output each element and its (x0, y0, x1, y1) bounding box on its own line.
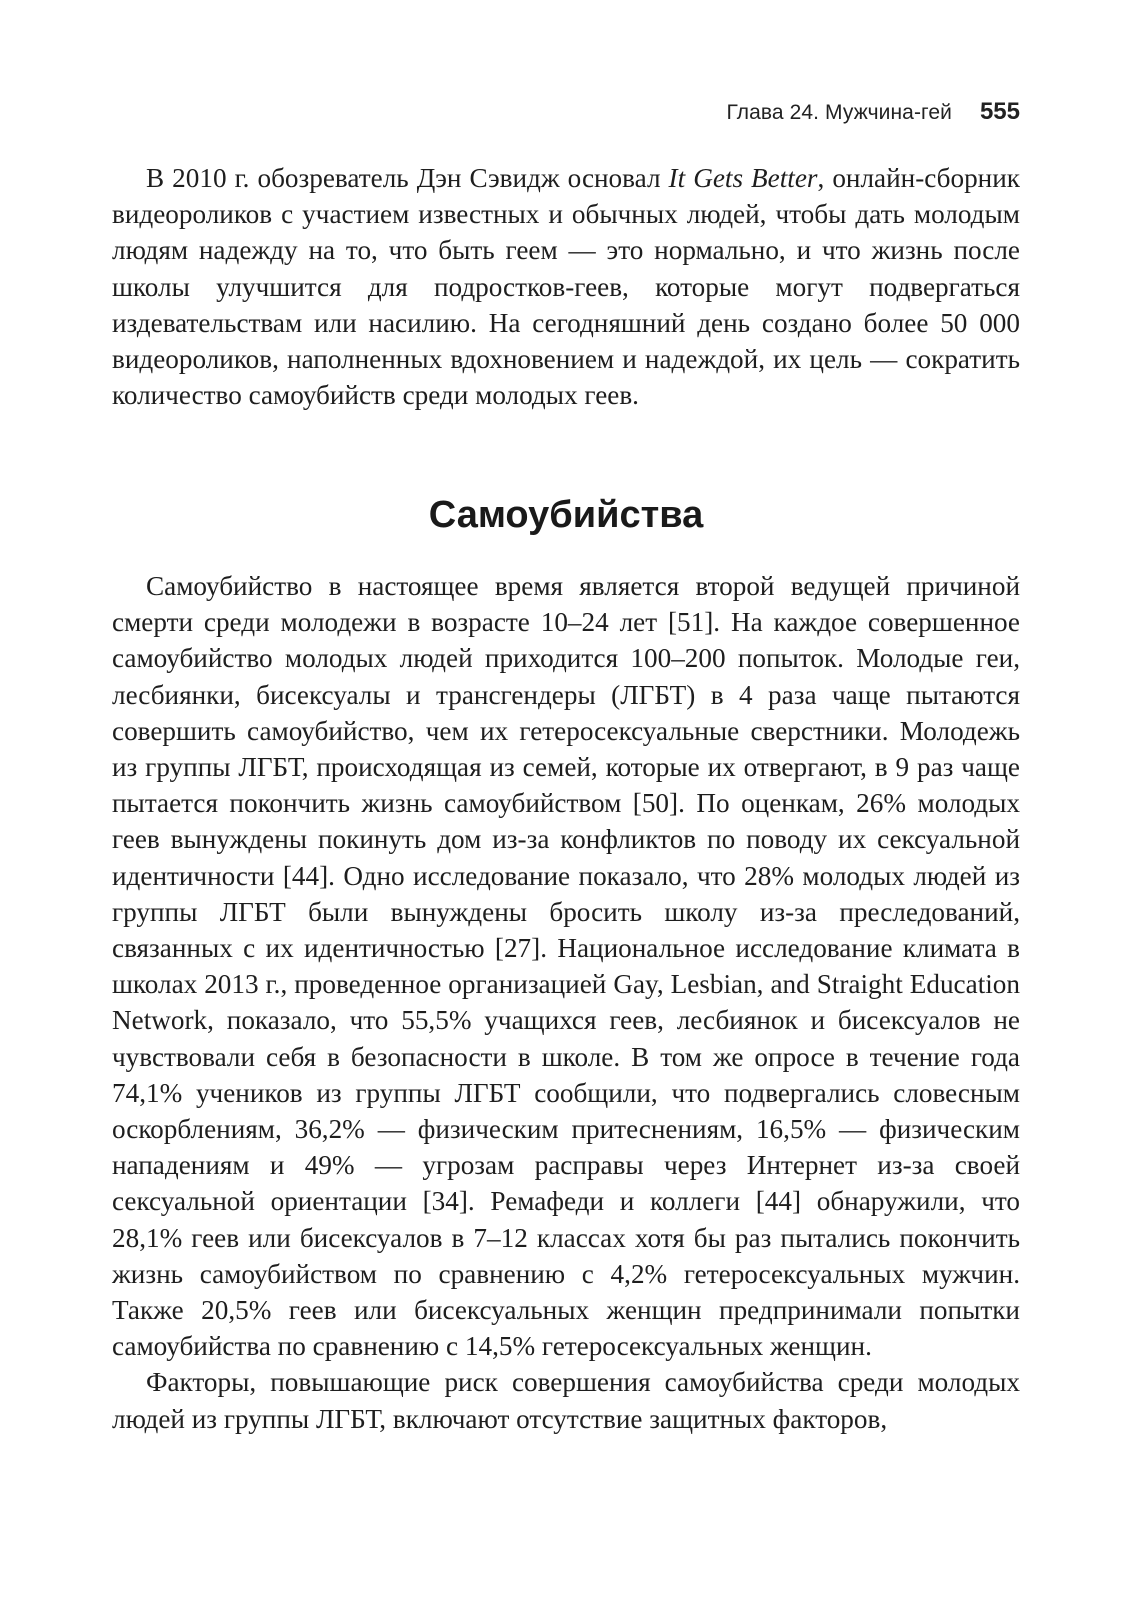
running-head (726, 98, 1020, 126)
section-text-block (112, 568, 1020, 1437)
page-number: 555 (979, 98, 1020, 125)
chapter-title: Глава 24. Мужчина-гей (726, 101, 952, 124)
project-title-italic: It Gets Better (668, 163, 818, 193)
paragraph-risk-factors: Факторы, повышающие риск совершения самоубийства среди молодых людей из группы ЛГБТ, включают отсутствие защитных факторов, (112, 1367, 1020, 1434)
paragraph-suicide-statistics: Самоубийство в настоящее время является второй ведущей причиной смерти среди молодежи в возрасте 10–24 лет [51]. На каждое совершенное самоубийство молодых людей приходится 100–200 попыток. Молодые геи, лесбиянки, бисексуалы и трансгендеры (ЛГБТ) в 4 раза чаще пытаются совершить самоубийство, чем их гетеросексуальные сверстники. Молодежь из группы ЛГБТ, происходящая из семей, которые их отвергают, в 9 раз чаще пытается покончить жизнь самоубийством [50]. По оценкам, 26% молодых геев вынуждены покинуть дом из-за конфликтов по поводу их сексуальной идентичности [44]. Одно исследование показало, что 28% молодых людей из группы ЛГБТ были вынуждены бросить школу из-за преследований, связанных с их идентичностью [27]. Национальное исследование климата в школах 2013 г., проведенное организацией Gay, Lesbian, and Straight Education Network, показало, что 55,5% учащихся геев, лесбиянок и бисексуалов не чувствовали себя в безопасности в школе. В том же опросе в течение года 74,1% учеников из группы ЛГБТ сообщили, что подвергались словесным оскорблениям, 36,2% — физическим притеснениям, 16,5% — физическим нападениям и 49% — угрозам расправы через Интернет из-за своей сексуальной ориентации [34]. Ремафеди и коллеги [44] обнаружили, что 28,1% геев или бисексуалов в 7–12 классах хотя бы раз пытались покончить жизнь самоубийством по сравнению с 4,2% гетеросексуальных мужчин. Также 20,5% геев или бисексуальных женщин предпринимали попытки самоубийства по сравнению с 14,5% гетеросексуальных женщин. (112, 571, 1020, 1362)
paragraph-it-gets-better (112, 160, 1020, 413)
paragraph-text-start: В 2010 г. обозреватель Дэн Сэвидж основал (146, 163, 669, 193)
intro-text-block (112, 160, 1020, 413)
paragraph-text-end: , онлайн-сборник видеороликов с участием известных и обычных людей, чтобы дать молодым людям надежду на то, что быть геем — это нормально, и что жизнь после школы улучшится для подростков-геев, которые могут подвергаться издевательствам или насилию. На сегодняшний день создано более 50 000 видеороликов, наполненных вдохновением и надеждой, их цель — сократить количество самоубийств среди молодых геев. (112, 163, 1020, 411)
section-heading: Самоубийства (428, 494, 704, 536)
